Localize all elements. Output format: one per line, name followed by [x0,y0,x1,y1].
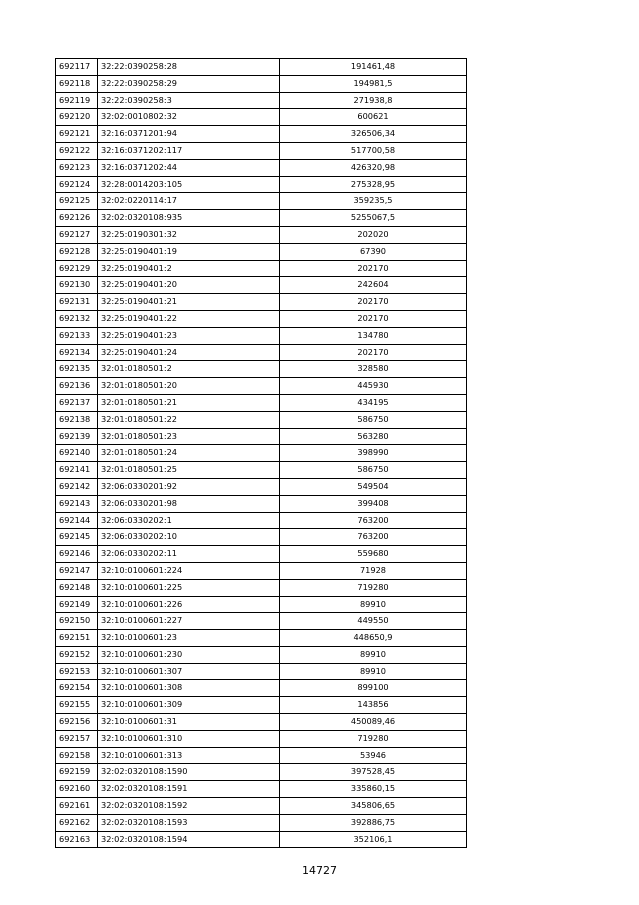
table-row [56,462,467,479]
cadastral-number-cell: 32:10:0100601:224 [98,562,280,579]
table-row [56,428,467,445]
cadastral-number-cell: 32:02:0320108:1592 [98,798,280,815]
cadastral-number-cell: 32:06:0330201:92 [98,478,280,495]
table-body [56,59,467,848]
row-id-cell: 692145 [56,529,98,546]
row-id-cell: 692144 [56,512,98,529]
cadastral-value-cell: 517700,58 [280,142,467,159]
row-id-cell: 692133 [56,327,98,344]
cadastral-value-cell: 134780 [280,327,467,344]
cadastral-value-cell: 335860,15 [280,781,467,798]
table-row [56,579,467,596]
row-id-cell: 692153 [56,663,98,680]
cadastral-number-cell: 32:16:0371202:117 [98,142,280,159]
cadastral-number-cell: 32:25:0190401:23 [98,327,280,344]
cadastral-value-cell: 586750 [280,462,467,479]
cadastral-number-cell: 32:22:0390258:28 [98,59,280,76]
table-row [56,730,467,747]
cadastral-value-cell: 352106,1 [280,831,467,848]
row-id-cell: 692139 [56,428,98,445]
row-id-cell: 692141 [56,462,98,479]
table-row [56,327,467,344]
row-id-cell: 692132 [56,310,98,327]
row-id-cell: 692152 [56,646,98,663]
table-row [56,445,467,462]
cadastral-number-cell: 32:01:0180501:24 [98,445,280,462]
table-row [56,630,467,647]
cadastral-value-cell: 5255067,5 [280,210,467,227]
cadastral-number-cell: 32:02:0320108:1594 [98,831,280,848]
table-row [56,142,467,159]
page-number: 14727 [302,864,337,877]
cadastral-value-table [55,58,467,848]
row-id-cell: 692158 [56,747,98,764]
cadastral-value-cell: 450089,46 [280,714,467,731]
cadastral-value-cell: 67390 [280,243,467,260]
cadastral-value-cell: 202170 [280,260,467,277]
cadastral-value-cell: 445930 [280,378,467,395]
table-row [56,294,467,311]
table-row [56,714,467,731]
row-id-cell: 692121 [56,126,98,143]
table-row [56,126,467,143]
row-id-cell: 692146 [56,546,98,563]
cadastral-value-cell: 202020 [280,226,467,243]
cadastral-value-cell: 328580 [280,361,467,378]
table-row [56,394,467,411]
cadastral-number-cell: 32:10:0100601:225 [98,579,280,596]
cadastral-number-cell: 32:10:0100601:230 [98,646,280,663]
cadastral-number-cell: 32:25:0190301:32 [98,226,280,243]
table-row [56,243,467,260]
cadastral-number-cell: 32:25:0190401:24 [98,344,280,361]
table-row [56,646,467,663]
cadastral-value-cell: 399408 [280,495,467,512]
table-row [56,680,467,697]
cadastral-value-cell: 392886,75 [280,814,467,831]
row-id-cell: 692157 [56,730,98,747]
row-id-cell: 692129 [56,260,98,277]
table-row [56,814,467,831]
table-row [56,495,467,512]
cadastral-number-cell: 32:02:0320108:1593 [98,814,280,831]
cadastral-value-cell: 398990 [280,445,467,462]
table-row [56,663,467,680]
cadastral-value-cell: 549504 [280,478,467,495]
row-id-cell: 692127 [56,226,98,243]
row-id-cell: 692130 [56,277,98,294]
row-id-cell: 692138 [56,411,98,428]
cadastral-value-cell: 275328,95 [280,176,467,193]
cadastral-number-cell: 32:01:0180501:22 [98,411,280,428]
row-id-cell: 692120 [56,109,98,126]
row-id-cell: 692163 [56,831,98,848]
row-id-cell: 692140 [56,445,98,462]
cadastral-value-cell: 426320,98 [280,159,467,176]
table-row [56,277,467,294]
cadastral-value-cell: 89910 [280,663,467,680]
table-row [56,562,467,579]
cadastral-value-cell: 242604 [280,277,467,294]
cadastral-value-cell: 397528,45 [280,764,467,781]
cadastral-number-cell: 32:10:0100601:226 [98,596,280,613]
cadastral-value-cell: 89910 [280,596,467,613]
cadastral-value-cell: 563280 [280,428,467,445]
cadastral-value-cell: 434195 [280,394,467,411]
row-id-cell: 692159 [56,764,98,781]
cadastral-value-cell: 719280 [280,730,467,747]
cadastral-number-cell: 32:01:0180501:20 [98,378,280,395]
row-id-cell: 692126 [56,210,98,227]
table-row [56,596,467,613]
cadastral-number-cell: 32:10:0100601:308 [98,680,280,697]
table-row [56,781,467,798]
cadastral-value-cell: 345806,65 [280,798,467,815]
cadastral-number-cell: 32:28:0014203:105 [98,176,280,193]
row-id-cell: 692142 [56,478,98,495]
row-id-cell: 692161 [56,798,98,815]
row-id-cell: 692155 [56,697,98,714]
cadastral-number-cell: 32:25:0190401:19 [98,243,280,260]
cadastral-value-cell: 271938,8 [280,92,467,109]
row-id-cell: 692131 [56,294,98,311]
row-id-cell: 692118 [56,75,98,92]
cadastral-number-cell: 32:02:0320108:935 [98,210,280,227]
cadastral-value-cell: 600621 [280,109,467,126]
table-row [56,411,467,428]
cadastral-number-cell: 32:10:0100601:23 [98,630,280,647]
row-id-cell: 692136 [56,378,98,395]
cadastral-value-cell: 143856 [280,697,467,714]
table-row [56,344,467,361]
row-id-cell: 692160 [56,781,98,798]
row-id-cell: 692150 [56,613,98,630]
cadastral-value-cell: 191461,48 [280,59,467,76]
table-row [56,159,467,176]
cadastral-number-cell: 32:10:0100601:227 [98,613,280,630]
cadastral-value-cell: 559680 [280,546,467,563]
cadastral-value-cell: 763200 [280,512,467,529]
cadastral-value-cell: 719280 [280,579,467,596]
row-id-cell: 692148 [56,579,98,596]
cadastral-value-cell: 71928 [280,562,467,579]
row-id-cell: 692123 [56,159,98,176]
table-row [56,798,467,815]
row-id-cell: 692143 [56,495,98,512]
cadastral-number-cell: 32:22:0390258:3 [98,92,280,109]
cadastral-number-cell: 32:06:0330202:1 [98,512,280,529]
cadastral-number-cell: 32:02:0320108:1591 [98,781,280,798]
cadastral-number-cell: 32:10:0100601:31 [98,714,280,731]
table-row [56,697,467,714]
cadastral-value-cell: 763200 [280,529,467,546]
cadastral-number-cell: 32:10:0100601:307 [98,663,280,680]
cadastral-number-cell: 32:10:0100601:310 [98,730,280,747]
cadastral-value-cell: 89910 [280,646,467,663]
row-id-cell: 692122 [56,142,98,159]
cadastral-number-cell: 32:25:0190401:21 [98,294,280,311]
cadastral-value-cell: 202170 [280,294,467,311]
cadastral-number-cell: 32:01:0180501:25 [98,462,280,479]
table-row [56,747,467,764]
cadastral-value-cell: 449550 [280,613,467,630]
row-id-cell: 692147 [56,562,98,579]
table-row [56,176,467,193]
cadastral-value-cell: 202170 [280,344,467,361]
cadastral-value-cell: 53946 [280,747,467,764]
cadastral-number-cell: 32:06:0330202:10 [98,529,280,546]
table-row [56,478,467,495]
table-row [56,193,467,210]
cadastral-number-cell: 32:16:0371202:44 [98,159,280,176]
cadastral-value-cell: 359235,5 [280,193,467,210]
cadastral-number-cell: 32:06:0330201:98 [98,495,280,512]
row-id-cell: 692119 [56,92,98,109]
table-row [56,210,467,227]
table-row [56,378,467,395]
table-row [56,75,467,92]
cadastral-number-cell: 32:02:0320108:1590 [98,764,280,781]
cadastral-number-cell: 32:02:0010802:32 [98,109,280,126]
cadastral-number-cell: 32:01:0180501:21 [98,394,280,411]
row-id-cell: 692137 [56,394,98,411]
row-id-cell: 692134 [56,344,98,361]
cadastral-number-cell: 32:25:0190401:20 [98,277,280,294]
row-id-cell: 692135 [56,361,98,378]
table-row [56,529,467,546]
cadastral-number-cell: 32:22:0390258:29 [98,75,280,92]
cadastral-value-cell: 194981,5 [280,75,467,92]
table-row [56,109,467,126]
table-row [56,546,467,563]
table-row [56,92,467,109]
cadastral-value-cell: 586750 [280,411,467,428]
cadastral-number-cell: 32:10:0100601:313 [98,747,280,764]
row-id-cell: 692124 [56,176,98,193]
cadastral-value-cell: 202170 [280,310,467,327]
row-id-cell: 692162 [56,814,98,831]
table-row [56,310,467,327]
row-id-cell: 692125 [56,193,98,210]
cadastral-value-cell: 326506,34 [280,126,467,143]
table-row [56,512,467,529]
table-row [56,613,467,630]
cadastral-number-cell: 32:06:0330202:11 [98,546,280,563]
cadastral-value-cell: 899100 [280,680,467,697]
table-row [56,59,467,76]
table-row [56,764,467,781]
table-row [56,260,467,277]
table-row [56,226,467,243]
row-id-cell: 692117 [56,59,98,76]
cadastral-number-cell: 32:25:0190401:22 [98,310,280,327]
table-row [56,831,467,848]
row-id-cell: 692156 [56,714,98,731]
table-row [56,361,467,378]
row-id-cell: 692149 [56,596,98,613]
cadastral-number-cell: 32:16:0371201:94 [98,126,280,143]
cadastral-number-cell: 32:25:0190401:2 [98,260,280,277]
cadastral-number-cell: 32:01:0180501:23 [98,428,280,445]
row-id-cell: 692151 [56,630,98,647]
cadastral-number-cell: 32:02:0220114:17 [98,193,280,210]
row-id-cell: 692154 [56,680,98,697]
row-id-cell: 692128 [56,243,98,260]
cadastral-number-cell: 32:10:0100601:309 [98,697,280,714]
cadastral-value-cell: 448650,9 [280,630,467,647]
cadastral-number-cell: 32:01:0180501:2 [98,361,280,378]
